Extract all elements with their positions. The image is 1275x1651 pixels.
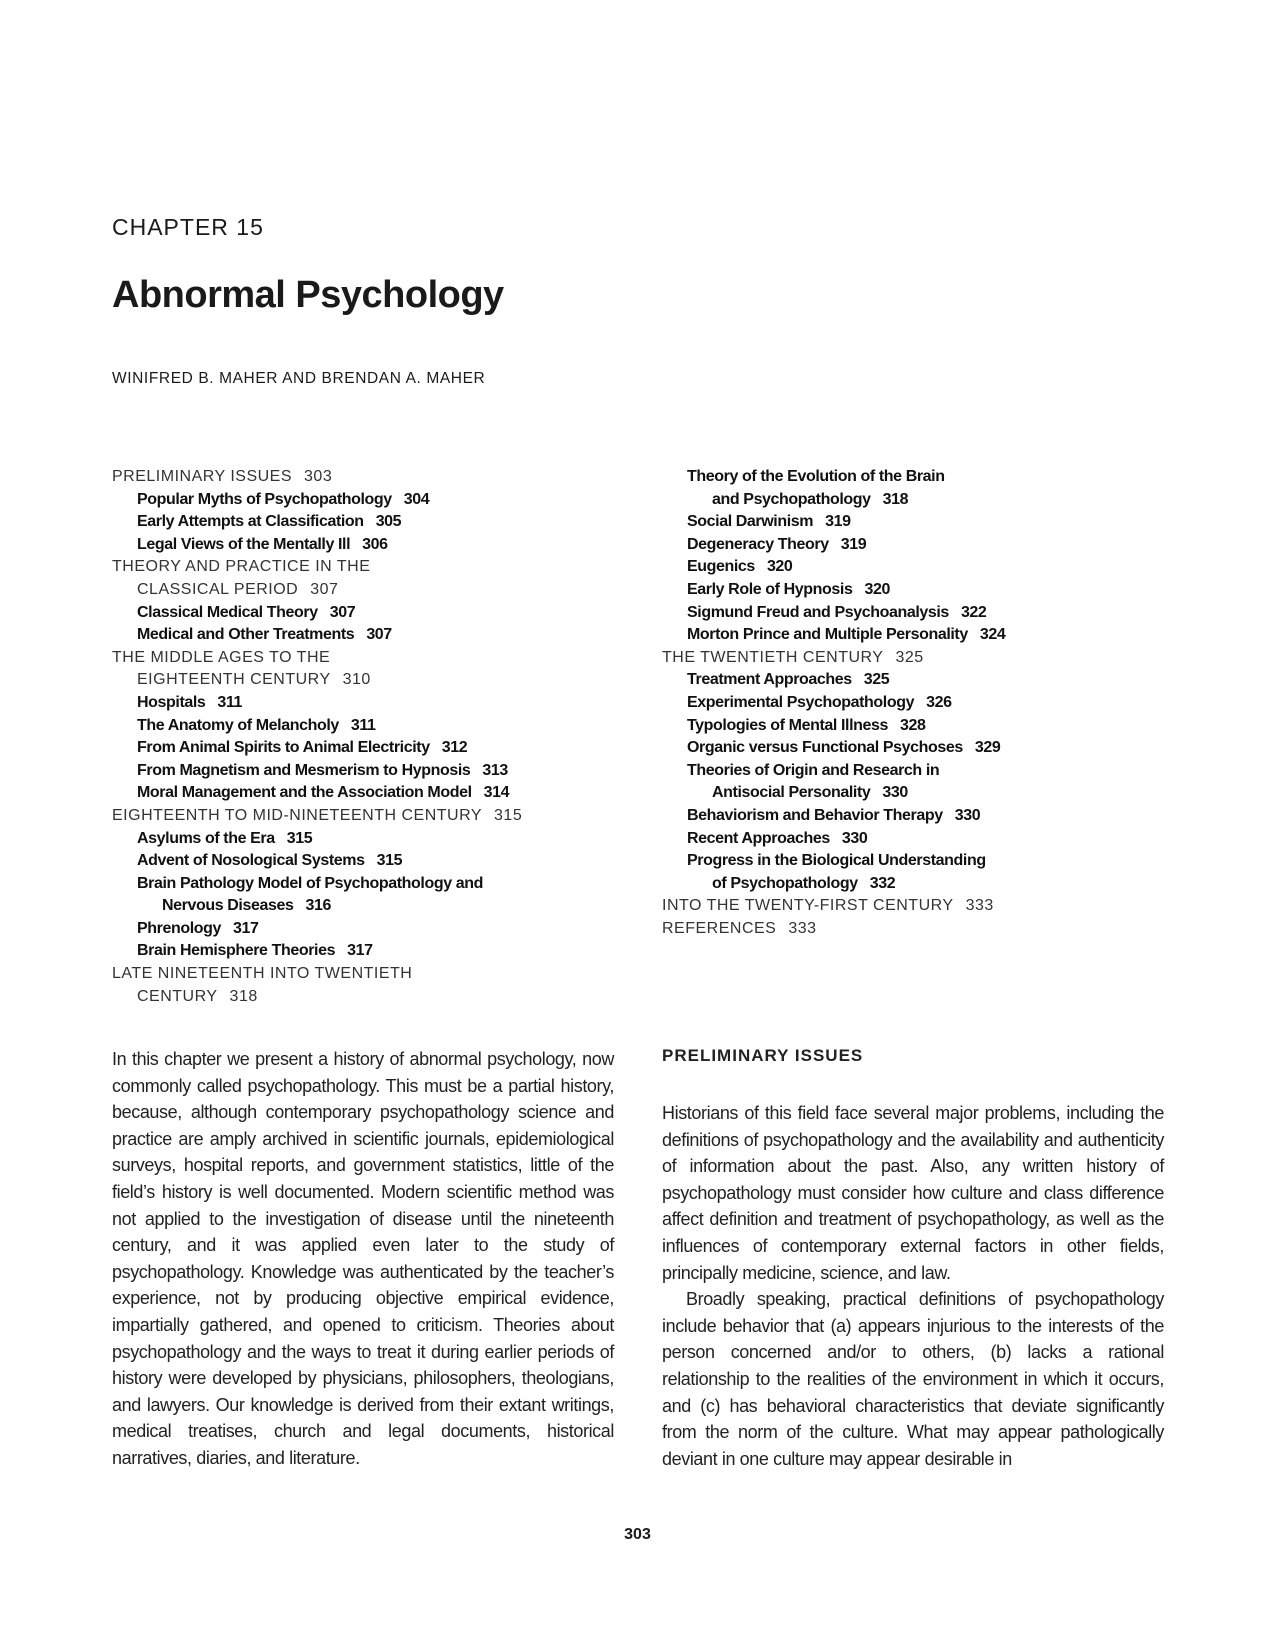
page-number: 303 (624, 1526, 651, 1543)
toc-entry-text (687, 737, 1132, 760)
toc-entry-title: PRELIMINARY ISSUES (112, 468, 293, 485)
toc-section-entry (112, 466, 582, 489)
toc-page-number: 325 (863, 671, 890, 689)
toc-entry-title: Hospitals (137, 693, 206, 711)
toc-entry-text (112, 669, 582, 692)
toc-section-entry (662, 895, 1132, 918)
toc-entry-text (662, 647, 1132, 670)
toc-entry-text: Theory of the Evolution of the Brain (687, 468, 945, 485)
toc-subsection-entry (662, 692, 1132, 715)
toc-entry-text (137, 534, 582, 557)
toc-entry-text: THE MIDDLE AGES TO THE (112, 648, 331, 666)
section-paragraph: Historians of this field face several major problems, including the definitions of psychopathology and the availability and authenticity of information about the past. Also, any written history of psychopathology must consider how culture and class difference affect definition and treatment of psychopathology, as well as the influences of contemporary external factors in other fields, principally medicine, science, and law. (662, 1103, 1164, 1283)
toc-page-number: 315 (376, 852, 403, 870)
toc-entry-text (662, 895, 1132, 918)
toc-page-number: 317 (233, 919, 259, 937)
toc-page-number: 330 (841, 829, 868, 847)
toc-subsection-entry (112, 918, 582, 941)
toc-subsection-entry (662, 579, 1132, 602)
toc-subsection-entry (112, 715, 582, 738)
toc-entry-text (687, 692, 1132, 715)
toc-entry-text (687, 715, 1132, 738)
toc-entry-title: Experimental Psychopathology (687, 693, 915, 711)
section-column (662, 1100, 1164, 1472)
toc-subsection-entry (662, 737, 1132, 760)
toc-page-number: 318 (882, 490, 909, 508)
toc-entry-text (137, 940, 582, 963)
toc-entry-text (137, 715, 582, 738)
toc-subsection-entry (662, 828, 1132, 851)
toc-page-number: 303 (304, 468, 333, 485)
toc-entry-text (137, 692, 582, 715)
toc-entry-text (137, 624, 582, 647)
toc-page-number: 317 (347, 942, 373, 960)
toc-entry-text (137, 489, 582, 512)
toc-entry-text (687, 579, 1132, 602)
toc-entry-text (687, 805, 1132, 828)
toc-entry-text: Brain Pathology Model of Psychopathology and (137, 874, 483, 892)
toc-entry-title: Eugenics (687, 558, 755, 576)
toc-page-number: 307 (329, 603, 356, 621)
toc-entry-title: Behaviorism and Behavior Therapy (687, 806, 943, 824)
toc-subsection-entry (662, 534, 1132, 557)
toc-entry-title: Popular Myths of Psychopathology (137, 490, 392, 508)
toc-entry-text (137, 760, 582, 783)
toc-page-number: 319 (840, 535, 867, 553)
toc-entry-text (687, 556, 1132, 579)
toc-page-number: 325 (895, 648, 924, 666)
toc-page-number: 333 (788, 919, 817, 937)
toc-entry-text (687, 489, 1132, 512)
toc-entry-title: INTO THE TWENTY-FIRST CENTURY (662, 897, 954, 915)
toc-entry-text: LATE NINETEENTH INTO TWENTIETH (112, 965, 413, 983)
toc-page-number: 322 (960, 603, 987, 621)
toc-subsection-entry (662, 805, 1132, 828)
toc-subsection-entry (112, 850, 582, 873)
table-of-contents-right (662, 466, 1132, 940)
toc-subsection-entry (662, 715, 1132, 738)
toc-entry-text (137, 602, 582, 625)
toc-subsection-entry (112, 511, 582, 534)
toc-entry-text: Progress in the Biological Understanding (687, 852, 986, 870)
toc-entry-title: and Psychopathology (712, 490, 871, 508)
toc-page-number: 318 (229, 987, 258, 1005)
toc-entry-title: The Anatomy of Melancholy (137, 716, 339, 734)
toc-subsection-entry (112, 828, 582, 851)
toc-entry-title: Phrenology (137, 919, 222, 937)
toc-entry-title: EIGHTEENTH CENTURY (137, 671, 331, 689)
toc-entry-title: Legal Views of the Mentally Ill (137, 535, 351, 553)
toc-page-number: 315 (286, 829, 313, 847)
toc-entry-text (112, 986, 582, 1009)
toc-page-number: 333 (965, 897, 994, 915)
toc-entry-text (662, 918, 1132, 941)
toc-entry-text (687, 828, 1132, 851)
toc-entry-title: REFERENCES (662, 919, 777, 937)
toc-entry-title: Treatment Approaches (687, 671, 852, 689)
toc-entry-text (687, 624, 1132, 647)
toc-entry-text (687, 602, 1132, 625)
toc-subsection-entry (112, 692, 582, 715)
toc-subsection-entry (662, 556, 1132, 579)
toc-page-number: 310 (342, 671, 371, 689)
toc-entry-text (687, 511, 1132, 534)
toc-page-number: 311 (217, 693, 243, 711)
toc-entry-title: Recent Approaches (687, 829, 830, 847)
toc-page-number: 320 (864, 580, 890, 598)
toc-entry-text (137, 511, 582, 534)
toc-entry-title: Typologies of Mental Illness (687, 716, 888, 734)
toc-page-number: 314 (483, 784, 510, 802)
toc-entry-title: Social Darwinism (687, 513, 814, 531)
toc-entry-title: From Magnetism and Mesmerism to Hypnosis (137, 761, 471, 779)
toc-entry-title: Early Attempts at Classification (137, 513, 364, 531)
toc-entry-title: Morton Prince and Multiple Personality (687, 626, 968, 644)
toc-entry-title: CLASSICAL PERIOD (137, 580, 299, 598)
toc-entry-title: Classical Medical Theory (137, 603, 318, 621)
toc-entry-text (112, 466, 582, 489)
toc-subsection-entry (662, 602, 1132, 625)
toc-entry-title: EIGHTEENTH TO MID-NINETEENTH CENTURY (112, 806, 483, 824)
toc-subsection-entry (662, 760, 1132, 805)
toc-entry-text (137, 850, 582, 873)
toc-entry-text: Theories of Origin and Research in (687, 761, 940, 779)
toc-section-entry (112, 647, 582, 692)
toc-entry-text (112, 805, 582, 828)
toc-section-entry (112, 963, 582, 1008)
toc-page-number: 326 (926, 693, 952, 711)
toc-entry-title: Early Role of Hypnosis (687, 580, 853, 598)
toc-page-number: 306 (362, 535, 388, 553)
toc-subsection-entry (112, 489, 582, 512)
toc-subsection-entry (112, 940, 582, 963)
toc-subsection-entry (662, 624, 1132, 647)
toc-subsection-entry (662, 511, 1132, 534)
toc-entry-title: Degeneracy Theory (687, 535, 829, 553)
intro-column (112, 1046, 614, 1472)
chapter-authors: WINIFRED B. MAHER AND BRENDAN A. MAHER (112, 370, 486, 387)
toc-entry-text (137, 918, 582, 941)
toc-entry-title: From Animal Spirits to Animal Electricity (137, 739, 430, 757)
toc-page-number: 329 (974, 739, 1001, 757)
toc-entry-text: THEORY AND PRACTICE IN THE (112, 558, 371, 576)
toc-subsection-entry (662, 850, 1132, 895)
toc-entry-text (137, 895, 582, 918)
section-paragraph: Broadly speaking, practical definitions of psychopathology include behavior that (a) appears injurious to the interests of the person concerned and/or to others, (b) lacks a rational relationship to the realities of the environment in which it occurs, and (c) has behavioral characteristics that deviate significantly from the norm of the culture. What may appear pathologically deviant in one culture may appear desirable in (662, 1289, 1164, 1469)
chapter-title: Abnormal Psychology (112, 274, 504, 316)
toc-entry-title: THE TWENTIETH CENTURY (662, 648, 884, 666)
toc-page-number: 315 (494, 806, 523, 824)
toc-entry-text (687, 782, 1132, 805)
toc-page-number: 313 (482, 761, 508, 779)
toc-subsection-entry (662, 669, 1132, 692)
toc-entry-title: Advent of Nosological Systems (137, 852, 365, 870)
toc-page-number: 312 (441, 739, 468, 757)
toc-entry-title: Antisocial Personality (712, 784, 871, 802)
toc-page-number: 319 (825, 513, 851, 531)
toc-entry-title: Organic versus Functional Psychoses (687, 739, 963, 757)
chapter-label: CHAPTER 15 (112, 214, 264, 240)
toc-subsection-entry (112, 602, 582, 625)
toc-entry-text (687, 534, 1132, 557)
toc-subsection-entry (112, 782, 582, 805)
intro-paragraph: In this chapter we present a history of abnormal psychology, now commonly called psychopathology. This must be a partial history, because, although contemporary psychopathology science and practice are amply archived in scientific journals, epidemiological surveys, hospital reports, and government statistics, little of the field’s history is well documented. Modern scientific method was not applied to the investigation of disease until the nineteenth century, and it was applied even later to the study of psychopathology. Knowledge was authenticated by the teacher’s experience, not by producing objective empirical evidence, impartially gathered, and opened to criticism. Theories about psychopathology and the ways to treat it during earlier periods of history were developed by physicians, philosophers, theologians, and lawyers. Our knowledge is derived from their extant writings, medical treatises, church and legal documents, historical narratives, diaries, and literature. (112, 1049, 614, 1468)
toc-subsection-entry (112, 737, 582, 760)
toc-subsection-entry (662, 466, 1132, 511)
toc-entry-title: Nervous Diseases (162, 897, 294, 915)
toc-entry-text (687, 873, 1132, 896)
toc-entry-text (112, 579, 582, 602)
toc-entry-title: of Psychopathology (712, 874, 858, 892)
toc-section-entry (112, 556, 582, 601)
table-of-contents-left (112, 466, 582, 1008)
toc-entry-title: CENTURY (137, 987, 218, 1005)
toc-entry-text (137, 828, 582, 851)
toc-section-entry (662, 647, 1132, 670)
toc-page-number: 320 (766, 558, 793, 576)
toc-page-number: 328 (899, 716, 926, 734)
toc-page-number: 316 (305, 897, 331, 915)
toc-entry-text (137, 782, 582, 805)
toc-entry-title: Asylums of the Era (137, 829, 275, 847)
toc-page-number: 307 (310, 580, 339, 598)
toc-entry-title: Moral Management and the Association Model (137, 784, 472, 802)
toc-page-number: 332 (869, 874, 896, 892)
toc-page-number: 330 (954, 806, 981, 824)
toc-section-entry (112, 805, 582, 828)
toc-page-number: 330 (882, 784, 908, 802)
toc-subsection-entry (112, 760, 582, 783)
toc-entry-title: Sigmund Freud and Psychoanalysis (687, 603, 949, 621)
toc-entry-text (687, 669, 1132, 692)
toc-subsection-entry (112, 624, 582, 647)
toc-page-number: 304 (403, 490, 430, 508)
toc-subsection-entry (112, 534, 582, 557)
toc-subsection-entry (112, 873, 582, 918)
toc-entry-title: Medical and Other Treatments (137, 626, 355, 644)
toc-entry-title: Brain Hemisphere Theories (137, 942, 336, 960)
toc-page-number: 305 (375, 513, 402, 531)
toc-section-entry (662, 918, 1132, 941)
toc-entry-text (137, 737, 582, 760)
section-heading: PRELIMINARY ISSUES (662, 1046, 864, 1065)
toc-page-number: 311 (350, 716, 376, 734)
toc-page-number: 324 (979, 626, 1006, 644)
toc-page-number: 307 (366, 626, 392, 644)
